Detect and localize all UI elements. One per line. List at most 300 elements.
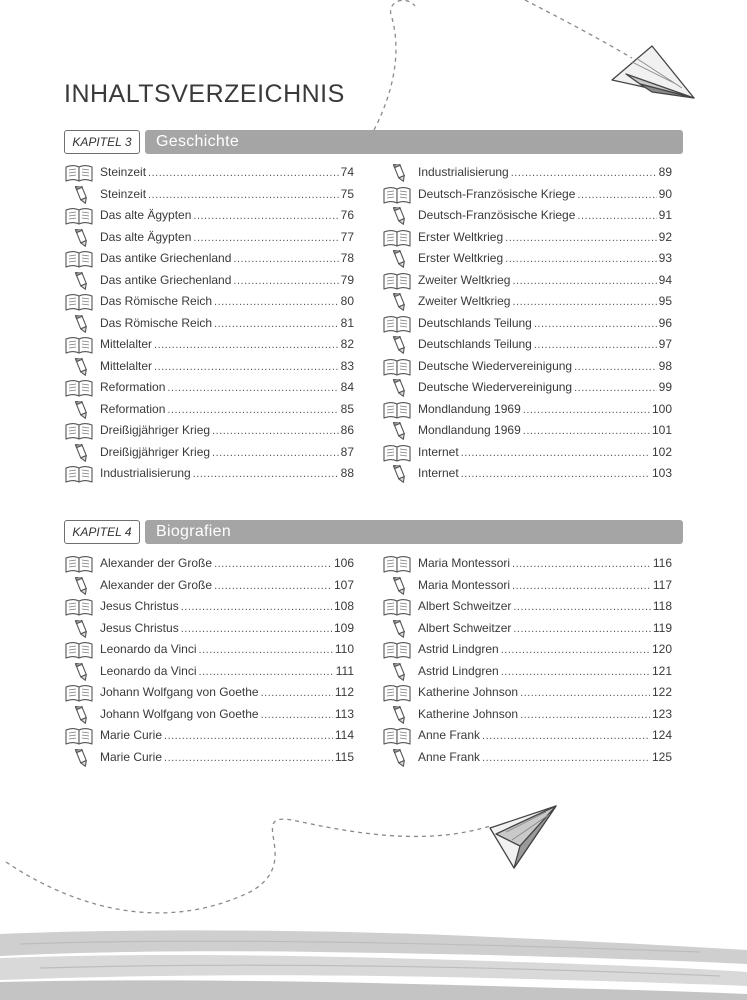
entry-text (418, 337, 672, 351)
dot-leader (181, 601, 332, 613)
entry-title: Deutschlands Teilung (418, 337, 532, 351)
dot-leader (212, 425, 339, 437)
book-icon (382, 555, 412, 573)
entry-page-number: 98 (658, 358, 672, 373)
dot-leader (512, 296, 656, 308)
entry-title: Industrialisierung (418, 165, 509, 179)
entry-title: Steinzeit (100, 165, 147, 179)
toc-entry (382, 464, 672, 486)
entry-title: Deutsch-Französische Kriege (418, 186, 576, 201)
toc-entry (64, 314, 354, 336)
entry-page-number: 110 (334, 642, 354, 656)
entry-page-number: 120 (651, 642, 672, 656)
book-icon (382, 272, 412, 290)
book-icon (64, 641, 94, 659)
toc-entry (382, 443, 672, 465)
pencil-icon (391, 379, 421, 397)
toc-entry (64, 400, 354, 422)
book-icon (382, 444, 412, 462)
dot-leader (574, 382, 657, 394)
entry-page-number: 114 (334, 728, 354, 742)
toc-entry (382, 597, 672, 619)
dot-leader (167, 404, 338, 416)
entry-title: Erster Weltkrieg (418, 229, 504, 244)
entry-title: Maria Montessori (418, 577, 511, 592)
entry-text (418, 251, 672, 265)
entry-title: Maria Montessori (418, 556, 511, 570)
entry-title: Das Römische Reich (100, 315, 213, 330)
dot-leader (482, 730, 650, 742)
entry-title: Das Römische Reich (100, 294, 213, 308)
entry-title: Marie Curie (100, 749, 163, 764)
toc-entry (64, 619, 354, 641)
dot-leader (534, 339, 657, 351)
book-icon (64, 250, 94, 268)
dot-leader (501, 644, 650, 656)
entry-title: Erster Weltkrieg (418, 251, 504, 265)
book-icon (64, 727, 94, 745)
dot-leader (501, 666, 650, 678)
pencil-icon (391, 663, 421, 681)
entry-page-number: 90 (658, 186, 672, 201)
toc-entry (64, 206, 354, 228)
book-icon (64, 379, 94, 397)
entry-page-number: 93 (658, 251, 672, 265)
entry-title: Steinzeit (100, 186, 147, 201)
entry-page-number: 96 (658, 315, 672, 330)
dot-leader (214, 296, 339, 308)
entry-text (418, 316, 672, 330)
entry-text (418, 556, 672, 570)
entry-text (100, 621, 354, 635)
dot-leader (233, 253, 338, 265)
entry-page-number: 79 (340, 272, 354, 287)
toc-entry (382, 378, 672, 400)
entry-page-number: 85 (340, 401, 354, 416)
dot-leader (513, 623, 650, 635)
entry-page-number: 92 (658, 229, 672, 244)
dot-leader (520, 709, 650, 721)
toc-entry (64, 228, 354, 250)
entry-page-number: 97 (658, 337, 672, 351)
toc-column-right (382, 554, 672, 769)
entry-text (100, 642, 354, 656)
entry-page-number: 121 (651, 663, 672, 678)
dot-leader (520, 687, 650, 699)
chapter-label: KAPITEL 3 (64, 130, 140, 154)
toc-entry (382, 314, 672, 336)
pencil-icon (391, 293, 421, 311)
entry-page-number: 119 (652, 620, 672, 635)
entry-title: Deutsch-Französische Kriege (418, 208, 576, 222)
entry-text (418, 273, 672, 287)
book-icon (382, 186, 412, 204)
dot-leader (461, 447, 650, 459)
entry-page-number: 117 (652, 577, 672, 592)
pencil-icon (73, 663, 103, 681)
book-icon (64, 164, 94, 182)
entry-text (100, 466, 354, 480)
pencil-icon (73, 186, 103, 204)
entry-page-number: 102 (651, 444, 672, 459)
entry-text (100, 599, 354, 613)
entry-title: Mondlandung 1969 (418, 423, 521, 437)
toc-entry (382, 576, 672, 598)
pencil-icon (391, 336, 421, 354)
entry-page-number: 84 (340, 380, 354, 394)
entry-page-number: 78 (340, 251, 354, 265)
chapter-title: Biografien (145, 520, 683, 544)
dot-leader (482, 752, 650, 764)
dot-leader (523, 425, 650, 437)
entry-page-number: 89 (658, 165, 672, 179)
entry-page-number: 76 (340, 208, 354, 222)
pencil-icon (391, 207, 421, 225)
pencil-icon (73, 620, 103, 638)
chapter-title: Geschichte (145, 130, 683, 154)
entry-title: Albert Schweitzer (418, 599, 512, 613)
entry-title: Anne Frank (418, 728, 481, 742)
dot-leader (167, 382, 338, 394)
entry-page-number: 122 (651, 685, 672, 699)
toc-entry (382, 292, 672, 314)
entry-title: Mittelalter (100, 337, 153, 351)
pencil-icon (73, 229, 103, 247)
entry-page-number: 75 (340, 186, 354, 201)
toc-entry (64, 421, 354, 443)
entry-text (100, 294, 354, 308)
toc-entry (382, 705, 672, 727)
entry-text (100, 685, 354, 699)
page-title: INHALTSVERZEICHNIS (64, 80, 345, 108)
entry-title: Alexander der Große (100, 577, 213, 592)
toc-entry (64, 249, 354, 271)
toc-column-left (64, 554, 354, 769)
entry-title: Alexander der Große (100, 556, 213, 570)
toc-entry (382, 554, 672, 576)
entry-title: Zweiter Weltkrieg (418, 294, 511, 308)
book-icon (382, 598, 412, 616)
brush-stroke-decoration (0, 930, 747, 1000)
entry-text (418, 165, 672, 179)
dot-leader (154, 339, 339, 351)
entry-page-number: 124 (651, 728, 672, 742)
entry-page-number: 123 (651, 706, 672, 721)
entry-title: Internet (418, 444, 459, 459)
toc-entry (64, 378, 354, 400)
toc-entry (64, 163, 354, 185)
entry-title: Deutsche Wiedervereinigung (418, 358, 573, 373)
toc-entry (382, 228, 672, 250)
entry-page-number: 116 (652, 556, 672, 570)
entry-title: Jesus Christus (100, 620, 179, 635)
dot-leader (193, 468, 339, 480)
paper-plane-icon (490, 806, 556, 868)
toc-entry (382, 662, 672, 684)
entry-text (418, 359, 672, 373)
entry-page-number: 74 (340, 165, 354, 179)
entry-title: Zweiter Weltkrieg (418, 272, 511, 287)
entry-page-number: 107 (333, 577, 354, 592)
entry-title: Leonardo da Vinci (100, 663, 197, 678)
entry-page-number: 77 (340, 229, 354, 244)
entry-title: Das antike Griechenland (100, 272, 232, 287)
toc-entry (382, 185, 672, 207)
entry-text (418, 445, 672, 459)
dot-leader (574, 361, 657, 373)
entry-page-number: 125 (651, 749, 672, 764)
toc-entry (382, 271, 672, 293)
entry-title: Reformation (100, 401, 166, 416)
entry-title: Deutsche Wiedervereinigung (418, 380, 573, 394)
toc-entry (64, 683, 354, 705)
toc-entry (382, 748, 672, 770)
book-icon (64, 422, 94, 440)
dot-leader (505, 253, 657, 265)
entry-text (100, 402, 354, 416)
book-icon (382, 315, 412, 333)
toc-column-right (382, 163, 672, 486)
toc-entry (64, 662, 354, 684)
entry-text (100, 423, 354, 437)
toc-entry (382, 421, 672, 443)
book-icon (382, 641, 412, 659)
dot-leader (577, 210, 656, 222)
entry-text (100, 750, 354, 764)
dot-leader (181, 623, 332, 635)
entry-page-number: 99 (658, 380, 672, 394)
pencil-icon (391, 577, 421, 595)
entry-page-number: 82 (340, 337, 354, 351)
toc-entry (64, 464, 354, 486)
pencil-icon (73, 401, 103, 419)
entry-text (418, 750, 672, 764)
toc-column-left (64, 163, 354, 486)
toc-entry (64, 726, 354, 748)
dot-leader (512, 275, 656, 287)
book-icon (64, 293, 94, 311)
toc-entry (382, 357, 672, 379)
entry-title: Leonardo da Vinci (100, 642, 197, 656)
pencil-icon (73, 706, 103, 724)
pencil-icon (391, 706, 421, 724)
entry-text (418, 685, 672, 699)
entry-page-number: 109 (333, 620, 354, 635)
dot-leader (577, 189, 656, 201)
toc-entry (64, 597, 354, 619)
toc-entry (64, 640, 354, 662)
entry-title: Astrid Lindgren (418, 642, 499, 656)
toc-entry (382, 726, 672, 748)
dot-leader (511, 167, 657, 179)
entry-text (418, 466, 672, 480)
entry-title: Anne Frank (418, 749, 481, 764)
entry-text (100, 556, 354, 570)
toc-entry (382, 206, 672, 228)
entry-text (100, 208, 354, 222)
toc-entry (64, 185, 354, 207)
toc-entry (64, 357, 354, 379)
dot-leader (154, 361, 339, 373)
entry-page-number: 88 (340, 466, 354, 480)
entry-page-number: 101 (651, 423, 672, 437)
pencil-icon (73, 272, 103, 290)
entry-page-number: 95 (658, 294, 672, 308)
entry-text (100, 707, 354, 721)
toc-entry (382, 400, 672, 422)
toc-entry (64, 748, 354, 770)
entry-page-number: 94 (658, 272, 672, 287)
entry-text (418, 728, 672, 742)
entry-text (418, 578, 672, 592)
entry-text (418, 294, 672, 308)
entry-title: Dreißigjähriger Krieg (100, 444, 211, 459)
entry-page-number: 100 (651, 401, 672, 416)
entry-text (418, 707, 672, 721)
dot-leader (199, 644, 333, 656)
dot-leader (148, 167, 339, 179)
entry-title: Das antike Griechenland (100, 251, 232, 265)
book-icon (382, 727, 412, 745)
dot-leader (214, 318, 339, 330)
entry-text (418, 187, 672, 201)
entry-text (100, 316, 354, 330)
toc-entry (382, 640, 672, 662)
entry-page-number: 103 (651, 466, 672, 480)
entry-page-number: 87 (340, 444, 354, 459)
entry-page-number: 118 (652, 599, 672, 613)
entry-page-number: 83 (340, 358, 354, 373)
entry-text (100, 664, 354, 678)
toc-entry (64, 576, 354, 598)
entry-page-number: 106 (333, 556, 354, 570)
toc-entry (64, 271, 354, 293)
book-icon (382, 684, 412, 702)
dot-leader (512, 580, 651, 592)
dot-leader (534, 318, 657, 330)
toc-entry (64, 335, 354, 357)
pencil-icon (73, 315, 103, 333)
dot-leader (214, 558, 332, 570)
dot-leader (193, 232, 338, 244)
toc-entry (382, 249, 672, 271)
toc-entry (382, 335, 672, 357)
dot-leader (461, 468, 650, 480)
entry-title: Das alte Ägypten (100, 208, 192, 222)
entry-text (100, 445, 354, 459)
entry-text (418, 380, 672, 394)
toc-entry (64, 443, 354, 465)
dot-leader (164, 730, 333, 742)
entry-title: Mondlandung 1969 (418, 401, 521, 416)
pencil-icon (391, 620, 421, 638)
entry-title: Reformation (100, 380, 166, 394)
toc-entry (64, 705, 354, 727)
entry-title: Astrid Lindgren (418, 663, 499, 678)
entry-text (418, 642, 672, 656)
pencil-icon (73, 749, 103, 767)
entry-title: Dreißigjähriger Krieg (100, 423, 211, 437)
entry-text (100, 273, 354, 287)
entry-text (418, 208, 672, 222)
pencil-icon (73, 444, 103, 462)
pencil-icon (391, 164, 421, 182)
pencil-icon (73, 577, 103, 595)
entry-text (418, 621, 672, 635)
entry-text (100, 165, 354, 179)
chapter-header-kapitel-3 (64, 130, 683, 154)
dot-leader (505, 232, 657, 244)
entry-text (100, 578, 354, 592)
entry-title: Deutschlands Teilung (418, 315, 532, 330)
entry-title: Das alte Ägypten (100, 229, 192, 244)
entry-page-number: 113 (334, 706, 354, 721)
dot-leader (193, 210, 338, 222)
pencil-icon (73, 358, 103, 376)
entry-page-number: 108 (333, 599, 354, 613)
entry-title: Johann Wolfgang von Goethe (100, 685, 259, 699)
entry-text (100, 359, 354, 373)
entry-text (100, 728, 354, 742)
dot-leader (199, 666, 334, 678)
entry-text (100, 251, 354, 265)
book-icon (64, 207, 94, 225)
entry-title: Internet (418, 466, 459, 480)
entry-title: Katherine Johnson (418, 706, 519, 721)
entry-page-number: 112 (334, 685, 354, 699)
entry-text (100, 380, 354, 394)
book-icon (64, 336, 94, 354)
entry-title: Katherine Johnson (418, 685, 519, 699)
toc-entry (382, 163, 672, 185)
entry-text (100, 187, 354, 201)
entry-text (418, 423, 672, 437)
toc-entry (64, 554, 354, 576)
entry-text (418, 599, 672, 613)
entry-text (418, 230, 672, 244)
dot-leader (164, 752, 333, 764)
entry-page-number: 111 (335, 663, 354, 678)
entry-title: Mittelalter (100, 358, 153, 373)
pencil-icon (391, 465, 421, 483)
pencil-icon (391, 422, 421, 440)
dot-leader (212, 447, 339, 459)
entry-text (418, 402, 672, 416)
pencil-icon (391, 749, 421, 767)
entry-title: Marie Curie (100, 728, 163, 742)
entry-page-number: 81 (340, 315, 354, 330)
dot-leader (214, 580, 332, 592)
entry-page-number: 86 (340, 423, 354, 437)
entry-title: Industrialisierung (100, 466, 191, 480)
entry-text (100, 230, 354, 244)
entry-page-number: 80 (340, 294, 354, 308)
book-icon (64, 684, 94, 702)
toc-entry (382, 683, 672, 705)
pencil-icon (391, 250, 421, 268)
entry-page-number: 91 (658, 208, 672, 222)
toc-entry (64, 292, 354, 314)
entry-title: Albert Schweitzer (418, 620, 512, 635)
book-icon (382, 229, 412, 247)
chapter-header-kapitel-4 (64, 520, 683, 544)
book-icon (64, 598, 94, 616)
book-icon (64, 465, 94, 483)
dot-leader (512, 558, 651, 570)
book-icon (382, 401, 412, 419)
book-icon (382, 358, 412, 376)
toc-entry (382, 619, 672, 641)
